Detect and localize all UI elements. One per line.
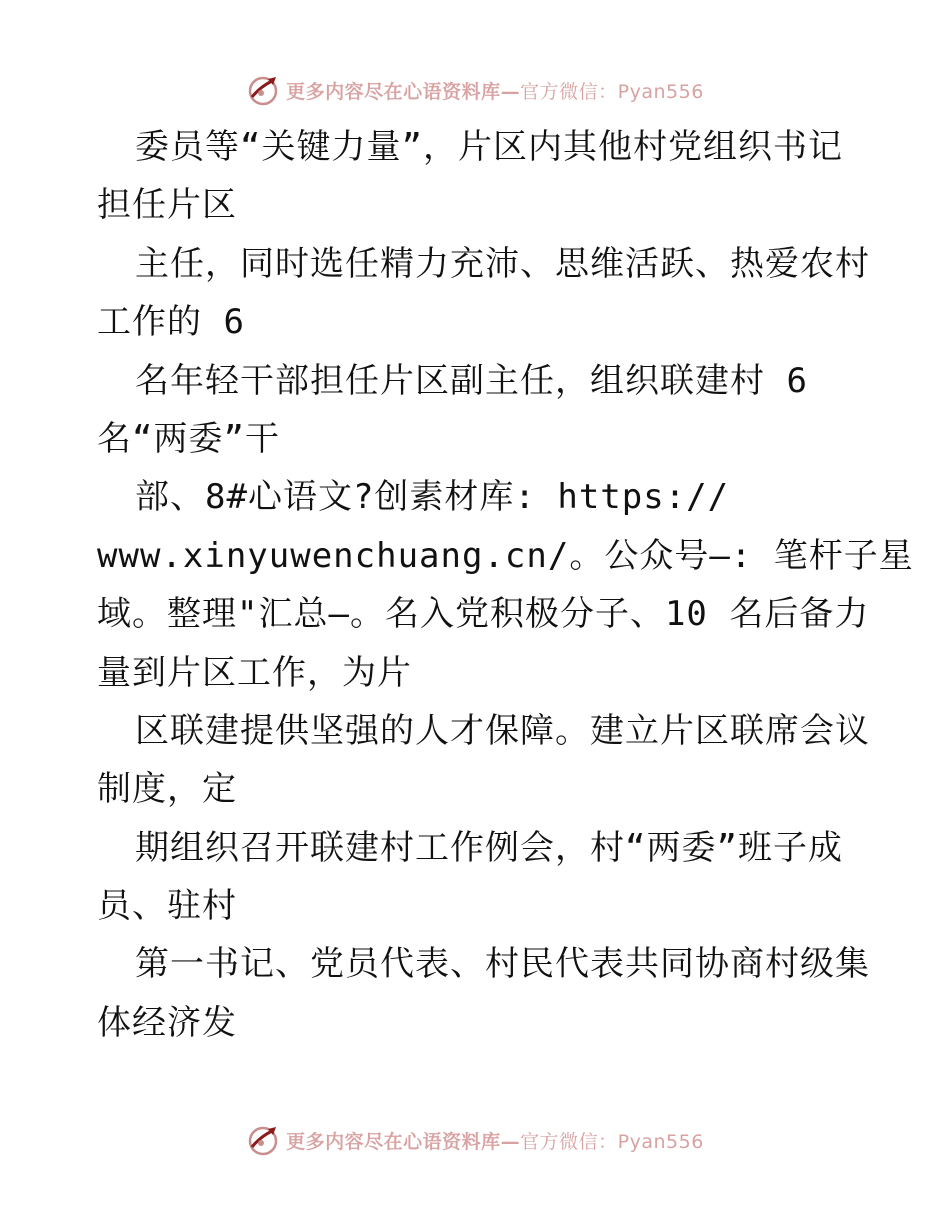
footer-watermark [0,1120,950,1160]
body-line: 担任片区 [97,185,237,226]
body-line: 制度，定 [97,769,237,810]
header-banner-wechat: 官方微信：Pyan556 [520,80,704,103]
body-line: 工作的 6 [97,302,245,343]
body-line: 名“两委”干 [97,418,280,459]
header-watermark [0,70,950,110]
body-text [97,118,914,1052]
body-line: 部、8#心语文?创素材库: https:// [135,477,730,518]
body-line: www.xinyuwenchuang.cn/。公众号—: 笔杆子星 [97,535,914,576]
body-line: 期组织召开联建村工作例会，村“两委”班子成 [135,827,843,868]
body-line: 域。整理"汇总—。名入党积极分子、10 名后备力 [97,594,870,635]
header-banner-main: 更多内容尽在心语资料库 [286,80,501,103]
footer-banner-dash: — [500,1130,521,1153]
body-line: 员、驻村 [97,886,237,927]
pen-circle-logo-icon [246,1123,280,1157]
body-line: 区联建提供坚强的人才保障。建立片区联席会议 [135,710,870,751]
body-line: 主任，同时选任精力充沛、思维活跃、热爱农村 [135,243,870,284]
body-line: 名年轻干部担任片区副主任，组织联建村 6 [135,360,808,401]
body-line: 体经济发 [97,1002,237,1043]
footer-banner-main: 更多内容尽在心语资料库 [286,1130,501,1153]
body-line: 委员等“关键力量”，片区内其他村党组织书记 [135,127,843,167]
body-line: 第一书记、党员代表、村民代表共同协商村级集 [135,944,870,985]
pen-circle-logo-icon [246,73,280,107]
body-line: 量到片区工作，为片 [97,652,412,693]
header-banner-dash: — [500,80,521,103]
footer-banner-wechat: 官方微信：Pyan556 [520,1130,704,1153]
